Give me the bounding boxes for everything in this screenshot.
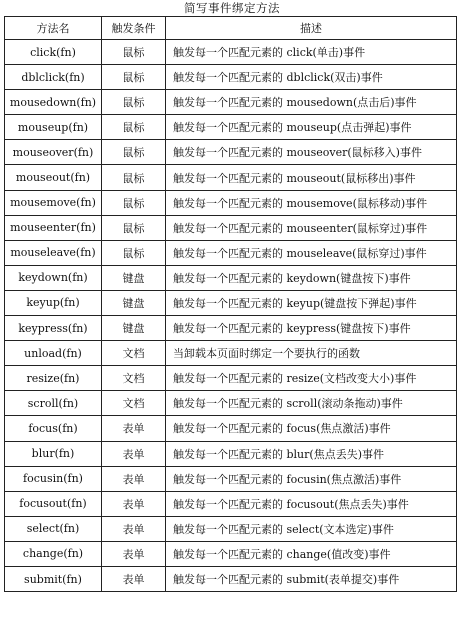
method-name-cell: keypress(fn) xyxy=(5,316,102,341)
table-row xyxy=(5,140,457,165)
description-cell: 触发每一个匹配元素的 dblclick(双击)事件 xyxy=(166,65,457,90)
table-row xyxy=(5,541,457,566)
description-cell: 触发每一个匹配元素的 keypress(键盘按下)事件 xyxy=(166,316,457,341)
method-name-cell: dblclick(fn) xyxy=(5,65,102,90)
method-name-cell: keyup(fn) xyxy=(5,290,102,315)
method-name-cell: focusout(fn) xyxy=(5,491,102,516)
description-cell: 触发每一个匹配元素的 mouseenter(鼠标穿过)事件 xyxy=(166,215,457,240)
method-name-cell: mousemove(fn) xyxy=(5,190,102,215)
table-body xyxy=(5,40,457,592)
method-name-cell: mouseout(fn) xyxy=(5,165,102,190)
trigger-condition-cell: 文档 xyxy=(102,341,166,366)
method-name-cell: mouseup(fn) xyxy=(5,115,102,140)
table-row xyxy=(5,516,457,541)
trigger-condition-cell: 文档 xyxy=(102,391,166,416)
method-name-cell: click(fn) xyxy=(5,40,102,65)
method-name-cell: keydown(fn) xyxy=(5,265,102,290)
table-row xyxy=(5,566,457,591)
description-cell: 触发每一个匹配元素的 blur(焦点丢失)事件 xyxy=(166,441,457,466)
method-name-cell: scroll(fn) xyxy=(5,391,102,416)
table-row xyxy=(5,90,457,115)
description-cell: 触发每一个匹配元素的 mouseover(鼠标移入)事件 xyxy=(166,140,457,165)
description-cell: 触发每一个匹配元素的 mousemove(鼠标移动)事件 xyxy=(166,190,457,215)
table-row xyxy=(5,265,457,290)
method-name-cell: select(fn) xyxy=(5,516,102,541)
table-row xyxy=(5,190,457,215)
method-name-cell: blur(fn) xyxy=(5,441,102,466)
description-cell: 触发每一个匹配元素的 keyup(键盘按下弹起)事件 xyxy=(166,290,457,315)
method-name-cell: focusin(fn) xyxy=(5,466,102,491)
table-row xyxy=(5,491,457,516)
trigger-condition-cell: 鼠标 xyxy=(102,115,166,140)
description-cell: 触发每一个匹配元素的 focusin(焦点激活)事件 xyxy=(166,466,457,491)
description-cell: 触发每一个匹配元素的 focus(焦点激活)事件 xyxy=(166,416,457,441)
trigger-condition-cell: 鼠标 xyxy=(102,40,166,65)
table-row xyxy=(5,165,457,190)
trigger-condition-cell: 表单 xyxy=(102,441,166,466)
trigger-condition-cell: 鼠标 xyxy=(102,140,166,165)
description-cell: 触发每一个匹配元素的 focusout(焦点丢失)事件 xyxy=(166,491,457,516)
method-name-cell: focus(fn) xyxy=(5,416,102,441)
method-name-cell: unload(fn) xyxy=(5,341,102,366)
method-name-cell: submit(fn) xyxy=(5,566,102,591)
table-row xyxy=(5,215,457,240)
description-cell: 触发每一个匹配元素的 mouseout(鼠标移出)事件 xyxy=(166,165,457,190)
table-row xyxy=(5,40,457,65)
method-name-cell: mouseleave(fn) xyxy=(5,240,102,265)
trigger-condition-cell: 鼠标 xyxy=(102,165,166,190)
trigger-condition-cell: 表单 xyxy=(102,541,166,566)
method-name-cell: change(fn) xyxy=(5,541,102,566)
trigger-condition-cell: 鼠标 xyxy=(102,65,166,90)
description-cell: 触发每一个匹配元素的 mousedown(点击后)事件 xyxy=(166,90,457,115)
trigger-condition-cell: 键盘 xyxy=(102,265,166,290)
description-cell: 当卸载本页面时绑定一个要执行的函数 xyxy=(166,341,457,366)
table-row xyxy=(5,466,457,491)
table-row xyxy=(5,290,457,315)
trigger-condition-cell: 鼠标 xyxy=(102,240,166,265)
trigger-condition-cell: 表单 xyxy=(102,491,166,516)
header-description: 描述 xyxy=(166,17,457,40)
description-cell: 触发每一个匹配元素的 select(文本选定)事件 xyxy=(166,516,457,541)
trigger-condition-cell: 键盘 xyxy=(102,290,166,315)
table-row xyxy=(5,115,457,140)
trigger-condition-cell: 表单 xyxy=(102,516,166,541)
description-cell: 触发每一个匹配元素的 resize(文档改变大小)事件 xyxy=(166,366,457,391)
header-trigger-condition: 触发条件 xyxy=(102,17,166,40)
trigger-condition-cell: 表单 xyxy=(102,416,166,441)
table-header-row xyxy=(5,17,457,40)
trigger-condition-cell: 鼠标 xyxy=(102,90,166,115)
trigger-condition-cell: 键盘 xyxy=(102,316,166,341)
description-cell: 触发每一个匹配元素的 mouseup(点击弹起)事件 xyxy=(166,115,457,140)
description-cell: 触发每一个匹配元素的 click(单击)事件 xyxy=(166,40,457,65)
trigger-condition-cell: 表单 xyxy=(102,466,166,491)
table-row xyxy=(5,65,457,90)
table-row xyxy=(5,416,457,441)
description-cell: 触发每一个匹配元素的 submit(表单提交)事件 xyxy=(166,566,457,591)
description-cell: 触发每一个匹配元素的 mouseleave(鼠标穿过)事件 xyxy=(166,240,457,265)
header-method-name: 方法名 xyxy=(5,17,102,40)
table-row xyxy=(5,441,457,466)
description-cell: 触发每一个匹配元素的 keydown(键盘按下)事件 xyxy=(166,265,457,290)
event-methods-table xyxy=(4,16,457,592)
description-cell: 触发每一个匹配元素的 scroll(滚动条拖动)事件 xyxy=(166,391,457,416)
table-row xyxy=(5,366,457,391)
description-cell: 触发每一个匹配元素的 change(值改变)事件 xyxy=(166,541,457,566)
trigger-condition-cell: 鼠标 xyxy=(102,215,166,240)
table-row xyxy=(5,240,457,265)
table-row xyxy=(5,341,457,366)
trigger-condition-cell: 表单 xyxy=(102,566,166,591)
method-name-cell: mousedown(fn) xyxy=(5,90,102,115)
method-name-cell: mouseover(fn) xyxy=(5,140,102,165)
trigger-condition-cell: 文档 xyxy=(102,366,166,391)
method-name-cell: mouseenter(fn) xyxy=(5,215,102,240)
table-caption: 简写事件绑定方法 xyxy=(184,1,280,15)
table-row xyxy=(5,316,457,341)
table-row xyxy=(5,391,457,416)
trigger-condition-cell: 鼠标 xyxy=(102,190,166,215)
method-name-cell: resize(fn) xyxy=(5,366,102,391)
